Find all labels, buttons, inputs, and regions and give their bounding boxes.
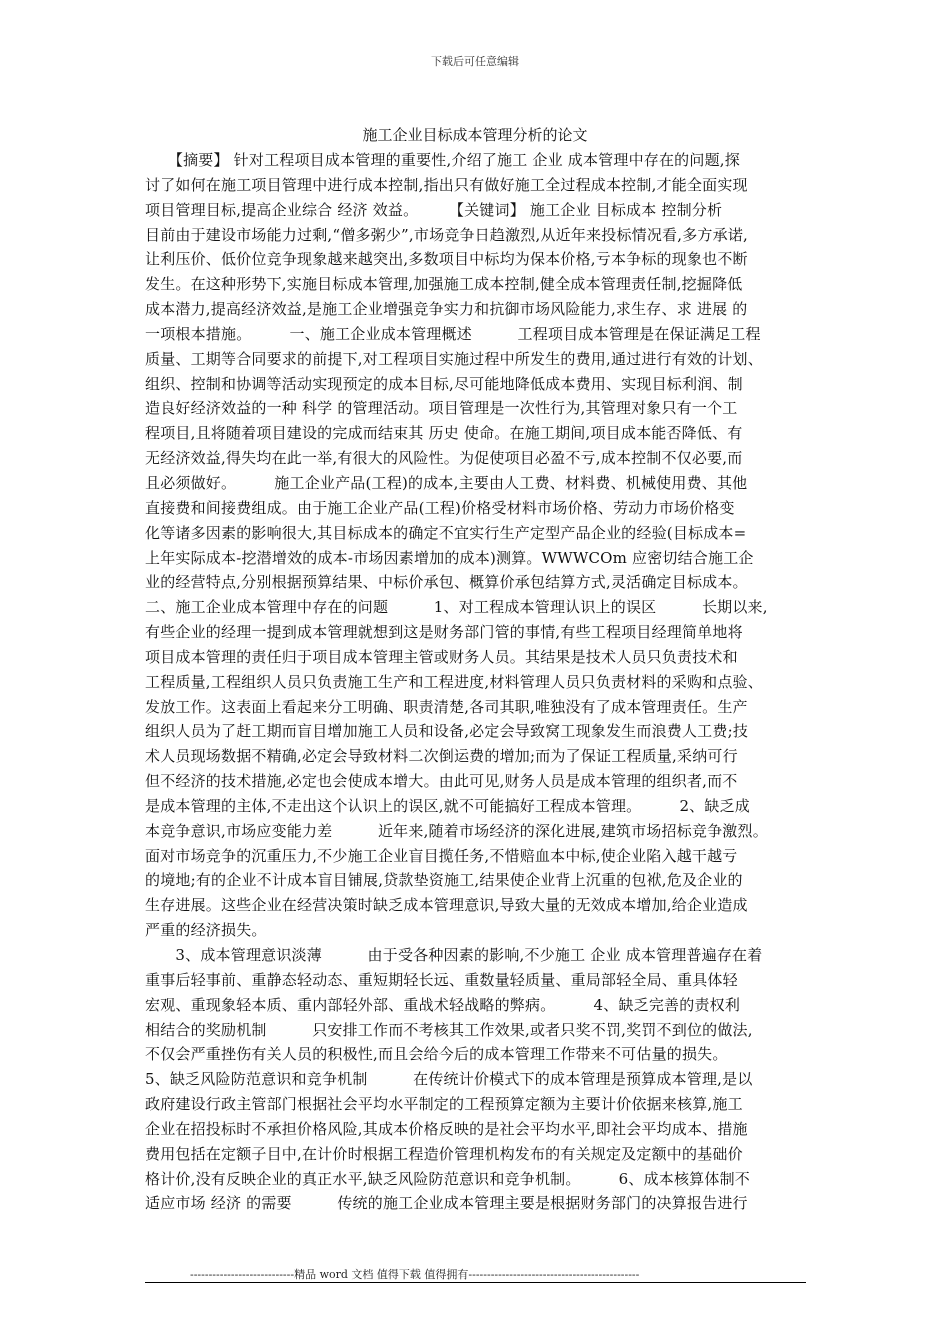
text-line: 生存进展。这些企业在经营决策时缺乏成本管理意识,导致大量的无效成本增加,给企业造成 bbox=[145, 896, 748, 915]
text-line: 宏观、重现象轻本质、重内部轻外部、重战术轻战略的弊病。 4、缺乏完善的责权利 bbox=[145, 995, 741, 1014]
text-line: 造良好经济效益的一种 科学 的管理活动。项目管理是一次性行为,其管理对象只有一个工 bbox=[145, 399, 738, 418]
text-line: 相结合的奖励机制 只安排工作而不考核其工作效果,或者只奖不罚,奖罚不到位的做法, bbox=[145, 1020, 753, 1039]
text-line: 重事后轻事前、重静态轻动态、重短期轻长远、重数量轻质量、重局部轻全局、重具体轻 bbox=[145, 970, 738, 989]
text-line: 3、成本管理意识淡薄 由于受各种因素的影响,不少施工 企业 成本管理普遍存在着 bbox=[145, 946, 763, 964]
text-line: 5、缺乏风险防范意识和竞争机制 在传统计价模式下的成本管理是预算成本管理,是以 bbox=[145, 1070, 753, 1089]
text-line: 不仅会严重挫伤有关人员的积极性,而且会给今后的成本管理工作带来不可估量的损失。 bbox=[145, 1045, 728, 1064]
footer-rule bbox=[145, 1282, 806, 1283]
header-note: 下载后可任意编辑 bbox=[431, 55, 519, 68]
text-line: 二、施工企业成本管理中存在的问题 1、对工程成本管理认识上的误区 长期以来, bbox=[145, 598, 768, 617]
text-line: 项目成本管理的责任归于项目成本管理主管或财务人员。其结果是技术人员只负责技术和 bbox=[145, 647, 738, 666]
text-line: 讨了如何在施工项目管理中进行成本控制,指出只有做好施工全过程成本控制,才能全面实现 bbox=[145, 175, 748, 194]
text-line: 组织人员为了赶工期而盲目增加施工人员和设备,必定会导致窝工现象发生而浪费人工费;技 bbox=[145, 722, 749, 741]
text-line: 企业在招投标时不承担价格风险,其成本价格反映的是社会平均水平,即社会平均成本、措施 bbox=[145, 1119, 748, 1138]
body-text bbox=[145, 148, 825, 1216]
text-line: 让利压价、低价位竞争现象越来越突出,多数项目中标均为保本价格,亏本争标的现象也不断 bbox=[145, 250, 748, 269]
text-line: 化等诸多因素的影响很大,其目标成本的确定不宜实行生产定型产品企业的经验(目标成本= bbox=[145, 523, 747, 542]
text-line: 格计价,没有反映企业的真正水平,缺乏风险防范意识和竞争机制。 6、成本核算体制不 bbox=[145, 1169, 750, 1188]
text-line: 但不经济的技术措施,必定也会使成本增大。由此可见,财务人员是成本管理的组织者,而不 bbox=[145, 772, 738, 791]
text-line: 程项目,且将随着项目建设的完成而结束其 历史 使命。在施工期间,项目成本能否降低、有 bbox=[145, 424, 743, 443]
text-line: 成本潜力,提高经济效益,是施工企业增强竞争实力和抗御市场风险能力,求生存、求 进展 的 bbox=[145, 300, 748, 319]
text-line: 工程质量,工程组织人员只负责施工生产和工程进度,材料管理人员只负责材料的采购和点验、 bbox=[145, 672, 763, 691]
text-line: 直接费和间接费组成。由于施工企业产品(工程)价格受材料市场价格、劳动力市场价格变 bbox=[145, 498, 735, 517]
text-line: 【摘要】 针对工程项目成本管理的重要性,介绍了施工 企业 成本管理中存在的问题,探 bbox=[145, 151, 740, 169]
text-line: 目前由于建设市场能力过剩,“僧多粥少”,市场竞争日趋激烈,从近年来投标情况看,多方承诺, bbox=[145, 225, 748, 244]
text-line: 一项根本措施。 一、施工企业成本管理概述 工程项目成本管理是在保证满足工程 bbox=[145, 324, 761, 343]
text-line: 费用包括在定额子目中,在计价时根据工程造价管理机构发布的有关规定及定额中的基础价 bbox=[145, 1144, 743, 1163]
text-line: 组织、控制和协调等活动实现预定的成本目标,尽可能地降低成本费用、实现目标利润、制 bbox=[145, 374, 743, 393]
text-line: 有些企业的经理一提到成本管理就想到这是财务部门管的事情,有些工程项目经理简单地将 bbox=[145, 623, 743, 642]
footer-text: ----------------------------精品 word 文档 值得下载 值得拥有---------------------------------------------- bbox=[190, 1268, 640, 1281]
text-line: 上年实际成本-挖潜增效的成本-市场因素增加的成本)测算。WWWCOm 应密切结合施工企 bbox=[145, 548, 754, 567]
text-line: 政府建设行政主管部门根据社会平均水平制定的工程预算定额为主要计价依据来核算,施工 bbox=[145, 1095, 743, 1114]
text-line: 项目管理目标,提高企业综合 经济 效益。 【关键词】 施工企业 目标成本 控制分析 bbox=[145, 200, 723, 219]
document-title: 施工企业目标成本管理分析的论文 bbox=[362, 126, 588, 144]
text-line: 的境地;有的企业不计成本盲目铺展,贷款垫资施工,结果使企业背上沉重的包袱,危及企业的 bbox=[145, 871, 743, 890]
text-line: 严重的经济损失。 bbox=[145, 921, 267, 940]
text-line: 术人员现场数据不精确,必定会导致材料二次倒运费的增加;而为了保证工程质量,采纳可行 bbox=[145, 747, 738, 766]
text-line: 发放工作。这表面上看起来分工明确、职责清楚,各司其职,唯独没有了成本管理责任。生产 bbox=[145, 697, 748, 716]
text-line: 质量、工期等合同要求的前提下,对工程项目实施过程中所发生的费用,通过进行有效的计划、 bbox=[145, 349, 763, 368]
text-line: 发生。在这种形势下,实施目标成本管理,加强施工成本控制,健全成本管理责任制,挖掘降低 bbox=[145, 275, 743, 294]
text-line: 无经济效益,得失均在此一举,有很大的风险性。为促使项目必盈不亏,成本控制不仅必要,而 bbox=[145, 449, 743, 468]
text-line: 业的经营特点,分别根据预算结果、中标价承包、概算价承包结算方式,灵活确定目标成本。 bbox=[145, 573, 748, 592]
text-line: 面对市场竞争的沉重压力,不少施工企业盲目揽任务,不惜赔血本中标,使企业陷入越干越亏 bbox=[145, 846, 738, 865]
text-line: 是成本管理的主体,不走出这个认识上的误区,就不可能搞好工程成本管理。 2、缺乏成 bbox=[145, 796, 750, 815]
text-line: 且必须做好。 施工企业产品(工程)的成本,主要由人工费、材料费、机械使用费、其他 bbox=[145, 473, 748, 492]
text-line: 适应市场 经济 的需要 传统的施工企业成本管理主要是根据财务部门的决算报告进行 bbox=[145, 1194, 748, 1213]
text-line: 本竞争意识,市场应变能力差 近年来,随着市场经济的深化进展,建筑市场招标竞争激烈。 bbox=[145, 821, 768, 840]
